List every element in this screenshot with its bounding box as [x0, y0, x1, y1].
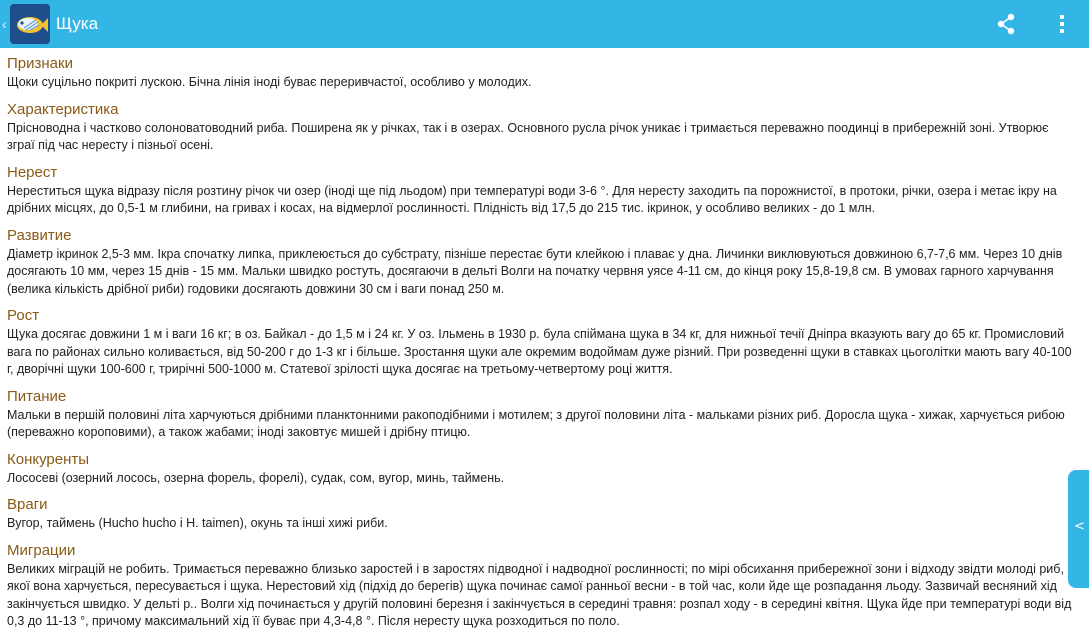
- section-heading: Питание: [7, 387, 67, 405]
- section-text: Великих міграцій не робить. Тримається переважно близько заростей і в заростях підводної і надводної рослинності; по мірі обсихання прибережної зони і відходу звідти молоді риб, якої вона харчується, пересувається і щука. Нерестовий хід (підхід до берегів) щука починає самої ранньої весни - в той час, коли йде ще розпадання льоду. Зазвичай весняний хід закінчується швидко. У дельті р.. Волги хід починається у другій половині березня і закінчується в середині травня: розпал ходу - в середині квітня. Щука йде при температурі води від 0,3 до 11-13 °, причому максимальний хід її буває при 4,3-4,8 °. Після нересту щука розходиться по поло.: [7, 561, 1072, 628]
- section-heading: Развитие: [7, 226, 72, 244]
- section-heading: Конкуренты: [7, 450, 90, 468]
- fish-logo-icon[interactable]: [10, 4, 50, 44]
- section-text: Мальки в першій половині літа харчуються дрібними планктонними ракоподібними і мотилем; з другої половини літа - мальками різних риб. Доросла щука - хижак, харчується рибою (переважно короповими), а також жабами; іноді заковтує мишей і дрібну птицю.: [7, 407, 1065, 439]
- side-tab-label: <: [1074, 519, 1085, 534]
- fish-logo-graphic: [10, 4, 50, 44]
- section-text: Щука досягає довжини 1 м і ваги 16 кг; в оз. Байкал - до 1,5 м і 24 кг. У оз. Ільмень в 1930 р. була спіймана щука в 34 кг, для нижньої течії Дніпра вказують вагу до 65 кг. Промисловий вага по районах сильно коливається, від 50-200 г до 1-3 кг і більше. Зростання щуки але окремим водоймам дуже різний. При розведенні щуки в ставках цьоголітки мають вагу 40-100 г, дворічні щуки 100-600 г, трирічні 500-1000 м. Статевої зрілості щука досягає на третьому-четвертому році життя.: [7, 327, 1072, 376]
- section-spawning: [7, 163, 1075, 218]
- section-signs: [7, 54, 1075, 92]
- share-button[interactable]: [990, 8, 1022, 40]
- section-heading: Характеристика: [7, 100, 119, 118]
- section-characteristics: [7, 100, 1075, 155]
- section-enemies: [7, 495, 1075, 533]
- section-text: Вугор, таймень (Hucho hucho і H. taimen), окунь та інші хижі риби.: [7, 516, 388, 530]
- overflow-menu-button[interactable]: [1048, 8, 1076, 40]
- section-text: Нереститься щука відразу після розтину річок чи озер (іноді ще під льодом) при температурі води 3-6 °. Для нересту заходить па порожнистої, в протоки, річки, озера і метає ікру на дрібних місцях, до 0,5-1 м глибини, на гривах і косах, на відмерлої рослинності. Плідність від 17,5 до 215 тис. ікринок, у особливо великих - до 1 млн.: [7, 183, 1057, 215]
- section-migrations: [7, 541, 1075, 631]
- section-heading: Признаки: [7, 55, 73, 72]
- action-bar: [0, 0, 1089, 48]
- article-content[interactable]: [7, 52, 1075, 640]
- section-competitors: [7, 450, 1075, 488]
- section-heading: Миграции: [7, 541, 76, 559]
- section-heading: Враги: [7, 496, 48, 513]
- chevron-left-icon[interactable]: ‹: [2, 16, 7, 32]
- side-drawer-tab[interactable]: [1068, 470, 1089, 588]
- share-icon: [990, 8, 1022, 40]
- section-text: Щоки суцільно покриті лускою. Бічна лінія іноді буває переривчастої, особливо у молодих.: [7, 75, 532, 89]
- section-text: Діаметр ікринок 2,5-3 мм. Ікра спочатку липка, приклеюється до субстрату, пізніше перестає бути клейкою і плаває у дна. Личинки виклювуються довжиною 6,7-7,6 мм. Через 10 днів досягають 10 мм, через 15 днів - 15 мм. Мальки швидко ростуть, досягаючи в дельті Волги на початку червня уясе 4-11 см, до кінця року 15,8-19,8 см. В умовах гарного харчування (велика кількість дрібної риби) годовики досягають довжини 30 см і ваги понад 250 м.: [7, 246, 1063, 296]
- section-heading: Нерест: [7, 163, 58, 181]
- section-text: Лососеві (озерний лосось, озерна форель, форелі), судак, сом, вугор, минь, таймень.: [7, 470, 505, 485]
- section-feeding: [7, 387, 1075, 442]
- page-title: Щука: [56, 14, 99, 33]
- section-development: [7, 226, 1075, 299]
- section-growth: [7, 306, 1075, 379]
- overflow-menu-icon: [1048, 8, 1076, 40]
- section-heading: Рост: [7, 307, 40, 324]
- section-text: Прісноводна і частково солоноватоводний риба. Поширена як у річках, так і в озерах. Основного русла річок уникає і тримається переважно поодинці в прибережній зоні. Утворює зграї під час нересту і пізньої осені.: [7, 120, 1049, 152]
